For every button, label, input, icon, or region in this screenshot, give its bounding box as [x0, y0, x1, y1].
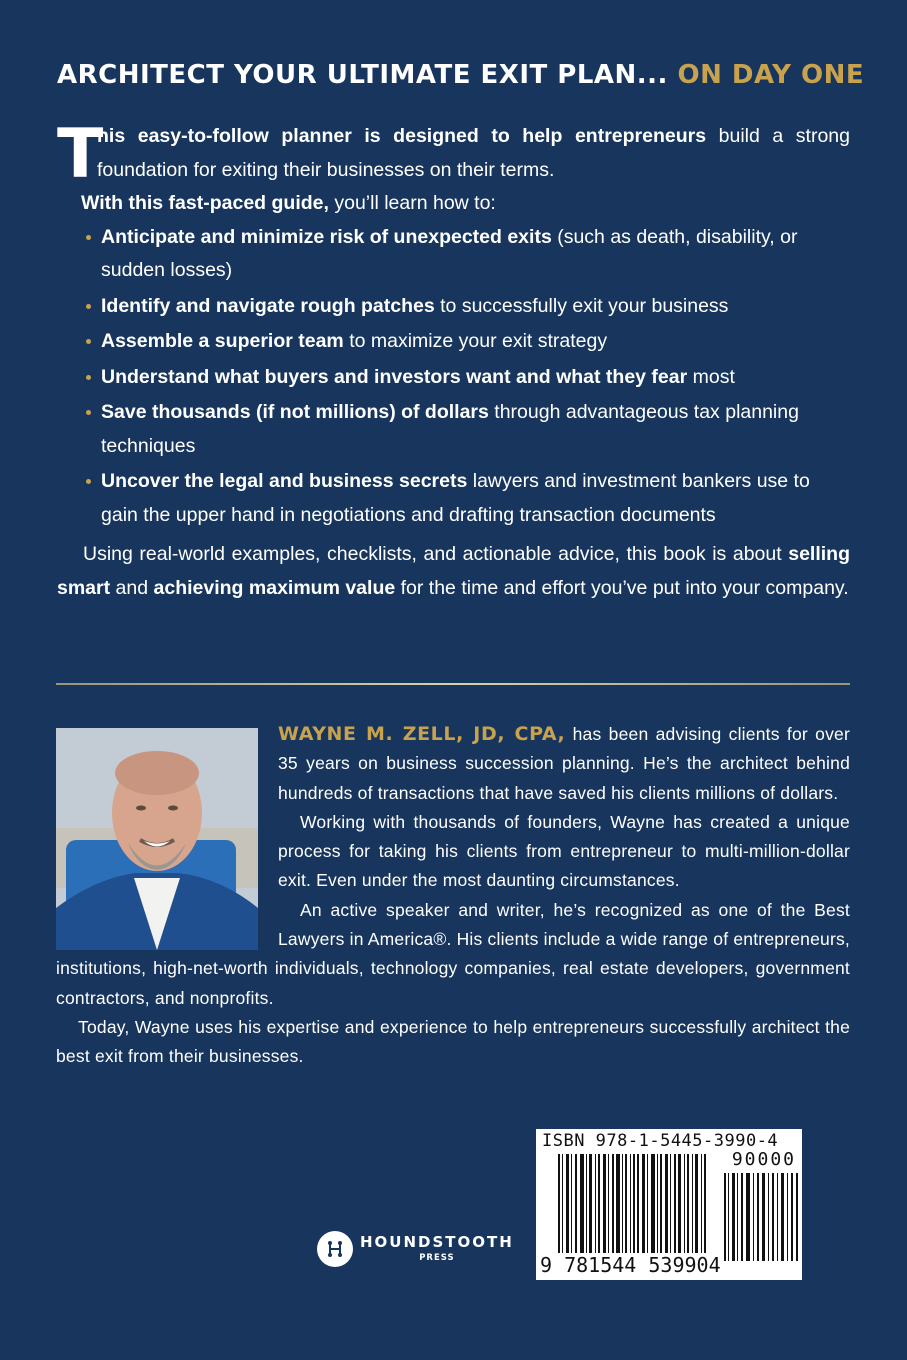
benefit-list — [57, 221, 850, 533]
list-item — [101, 396, 850, 463]
list-item — [101, 465, 850, 532]
button-h-icon — [317, 1231, 353, 1267]
addon-bars-icon — [724, 1173, 798, 1261]
headline — [57, 60, 865, 90]
bio-paragraph: An active speaker and writer, he’s recognized as one of the Best Lawyers in America®. His clients include a wide range of entrepreneurs, institutions, high-net-worth individuals, technology companies, real estate developers, government contractors, and nonprofits. — [56, 899, 850, 1008]
list-item-rest: through advantageous tax planning techniques — [101, 401, 799, 457]
list-item — [101, 290, 850, 324]
list-item-bold: Save thousands (if not millions) of dollars — [101, 401, 489, 423]
closing-bold: selling smart — [57, 543, 851, 599]
intro-paragraph — [57, 115, 850, 194]
list-item — [101, 361, 850, 395]
intro-section — [57, 115, 851, 605]
headline-accent: ON DAY ONE — [677, 60, 865, 90]
price-addon: 90000 — [731, 1149, 796, 1170]
list-item-bold: Identify and navigate rough patches — [101, 294, 435, 317]
bio-paragraph: Working with thousands of founders, Wayne has created a unique process for taking his clients from entrepreneur to multi-million-dollar exit. Even under the most daunting circumstances. — [278, 811, 850, 891]
closing-bold: achieving maximum value — [153, 576, 396, 599]
isbn-label: ISBN 978-1-5445-3990-4 — [542, 1131, 779, 1151]
publisher-text — [360, 1233, 514, 1265]
intro-rest: build a strong foundation for exiting their businesses on their terms. — [97, 125, 850, 181]
isbn-barcode — [536, 1129, 802, 1280]
publisher-logo — [317, 1231, 514, 1267]
drop-cap: T — [57, 115, 104, 194]
list-item-rest: lawyers and investment bankers use to gain the upper hand in negotiations and drafting transaction documents — [101, 470, 810, 526]
lead-bold: With this fast-paced guide, — [81, 192, 329, 214]
publisher-name: HOUNDSTOOTH — [360, 1233, 514, 1251]
gold-divider — [56, 683, 850, 685]
publisher-sub: PRESS — [419, 1253, 455, 1263]
lead-rest: you’ll learn how to: — [334, 192, 496, 214]
list-item-bold: Anticipate and minimize risk of unexpected exits — [101, 225, 552, 248]
list-item — [101, 221, 850, 288]
list-item-rest: to maximize your exit strategy — [349, 330, 608, 352]
photo-spacer — [56, 720, 278, 952]
list-item-rest: most — [692, 365, 735, 388]
barcode-digits: 9 781544 539904 — [540, 1253, 721, 1277]
bio-text: has been advising clients for over 35 years on business succession planning. He’s the architect behind hundreds of transactions that have saved his clients millions of dollars. — [278, 724, 850, 803]
list-item-bold: Understand what buyers and investors want and what they fear — [101, 365, 688, 388]
closing-text: and — [115, 576, 149, 599]
list-item-bold: Uncover the legal and business secrets — [101, 470, 468, 492]
list-item-bold: Assemble a superior team — [101, 330, 344, 352]
lead-in — [57, 187, 850, 221]
author-name: WAYNE M. ZELL, JD, CPA, — [278, 723, 566, 745]
author-bio — [56, 720, 850, 1072]
closing-paragraph — [57, 538, 850, 605]
closing-text: for the time and effort you’ve put into your company. — [400, 576, 849, 599]
list-item-rest: (such as death, disability, or sudden losses) — [101, 225, 798, 281]
barcode-bars-icon — [558, 1154, 718, 1269]
headline-main: ARCHITECT YOUR ULTIMATE EXIT PLAN... — [57, 60, 668, 90]
list-item-rest: to successfully exit your business — [440, 294, 729, 317]
closing-text: Using real-world examples, checklists, and actionable advice, this book is about — [83, 543, 782, 565]
intro-bold: his easy-to-follow planner is designed to help entrepreneurs — [97, 125, 707, 147]
list-item — [101, 325, 850, 359]
bio-paragraph: Today, Wayne uses his expertise and experience to help entrepreneurs successfully architect the best exit from their businesses. — [56, 1016, 850, 1067]
